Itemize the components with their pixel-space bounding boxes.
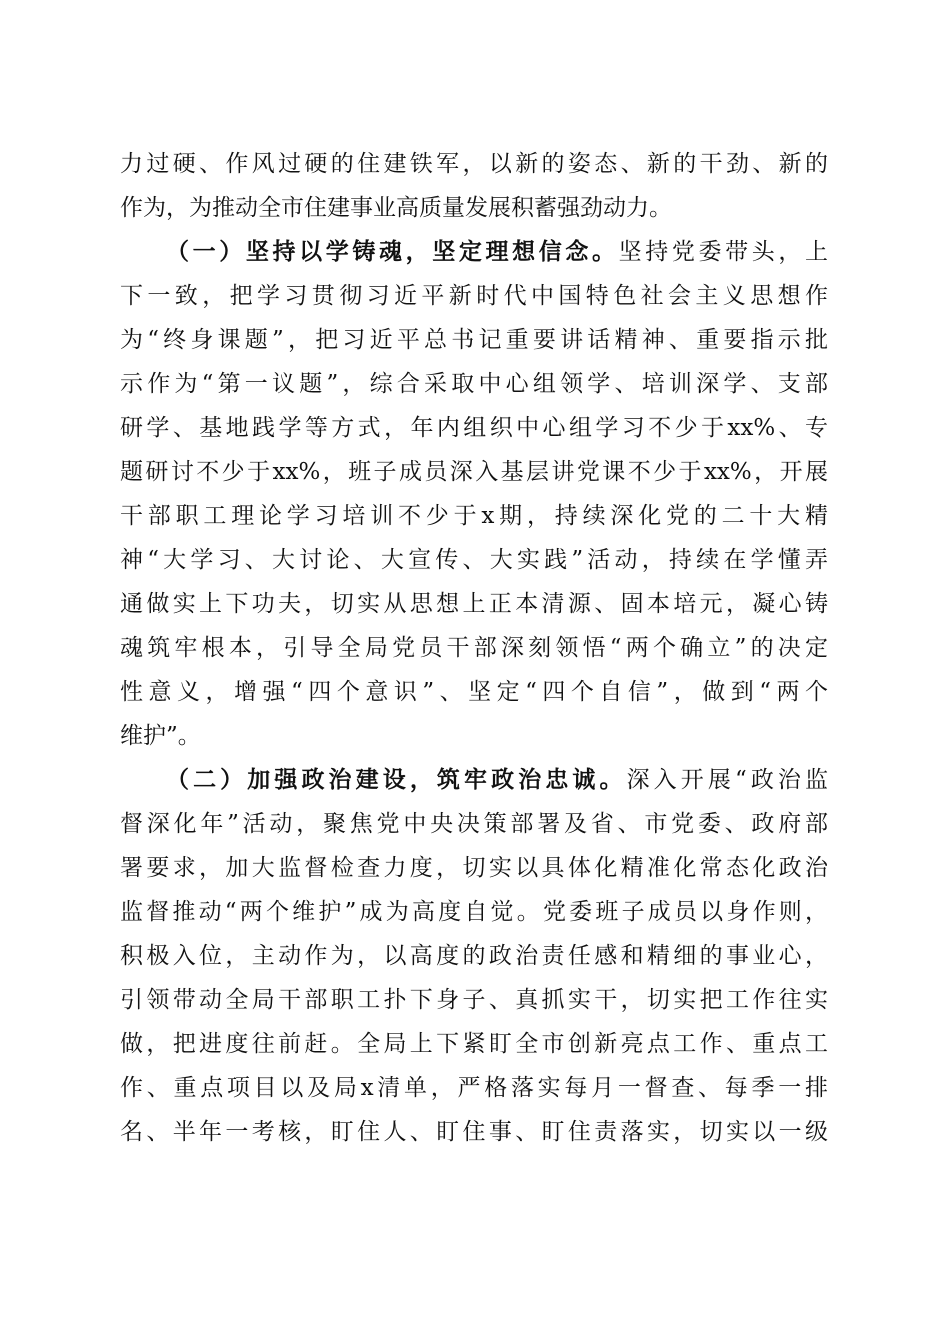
document-body xyxy=(120,142,828,1154)
text-line: 引领带动全局干部职工扑下身子、真抓实干，切实把工作往实 xyxy=(120,987,828,1013)
text-line: 名、半年一考核，盯住人、盯住事、盯住责落实，切实以一级 xyxy=(120,1119,828,1145)
text-line: 作、重点项目以及局x清单，严格落实每月一督查、每季一排 xyxy=(120,1075,828,1101)
text-span: 深入开展“政治监 xyxy=(626,767,828,793)
section-heading: （二）加强政治建设，筑牢政治忠诚。 xyxy=(166,766,627,793)
text-line: 通做实上下功夫，切实从思想上正本清源、固本培元，凝心铸 xyxy=(120,591,828,617)
text-line: 做，把进度往前赶。全局上下紧盯全市创新亮点工作、重点工 xyxy=(120,1031,828,1057)
paragraph-first-line xyxy=(120,758,828,802)
text-line: 性意义，增强“四个意识”、坚定“四个自信”，做到“两个 xyxy=(120,679,828,705)
text-line: 作为，为推动全市住建事业高质量发展积蓄强劲动力。 xyxy=(120,195,672,221)
text-line: 题研讨不少于xx%，班子成员深入基层讲党课不少于xx%，开展 xyxy=(120,459,828,485)
text-line: 干部职工理论学习培训不少于x期，持续深化党的二十大精 xyxy=(120,503,828,529)
text-line: 维护”。 xyxy=(120,723,201,749)
section-heading: （一）坚持以学铸魂，坚定理想信念。 xyxy=(166,238,619,265)
text-span: 坚持党委带头，上 xyxy=(618,239,828,265)
text-line: 研学、基地践学等方式，年内组织中心组学习不少于xx%、专 xyxy=(120,415,828,441)
text-line: 为“终身课题”，把习近平总书记重要讲话精神、重要指示批 xyxy=(120,327,828,353)
text-line: 积极入位，主动作为，以高度的政治责任感和精细的事业心， xyxy=(120,943,828,969)
text-line: 下一致，把学习贯彻习近平新时代中国特色社会主义思想作 xyxy=(120,283,828,309)
text-line: 神“大学习、大讨论、大宣传、大实践”活动，持续在学懂弄 xyxy=(120,547,828,573)
text-line: 署要求，加大监督检查力度，切实以具体化精准化常态化政治 xyxy=(120,855,828,881)
text-line: 魂筑牢根本，引导全局党员干部深刻领悟“两个确立”的决定 xyxy=(120,635,828,661)
paragraph-first-line xyxy=(120,230,828,274)
text-line: 示作为“第一议题”，综合采取中心组领学、培训深学、支部 xyxy=(120,371,828,397)
text-line: 监督推动“两个维护”成为高度自觉。党委班子成员以身作则， xyxy=(120,899,828,925)
text-line: 力过硬、作风过硬的住建铁军，以新的姿态、新的干劲、新的 xyxy=(120,151,828,177)
text-line: 督深化年”活动，聚焦党中央决策部署及省、市党委、政府部 xyxy=(120,811,828,837)
